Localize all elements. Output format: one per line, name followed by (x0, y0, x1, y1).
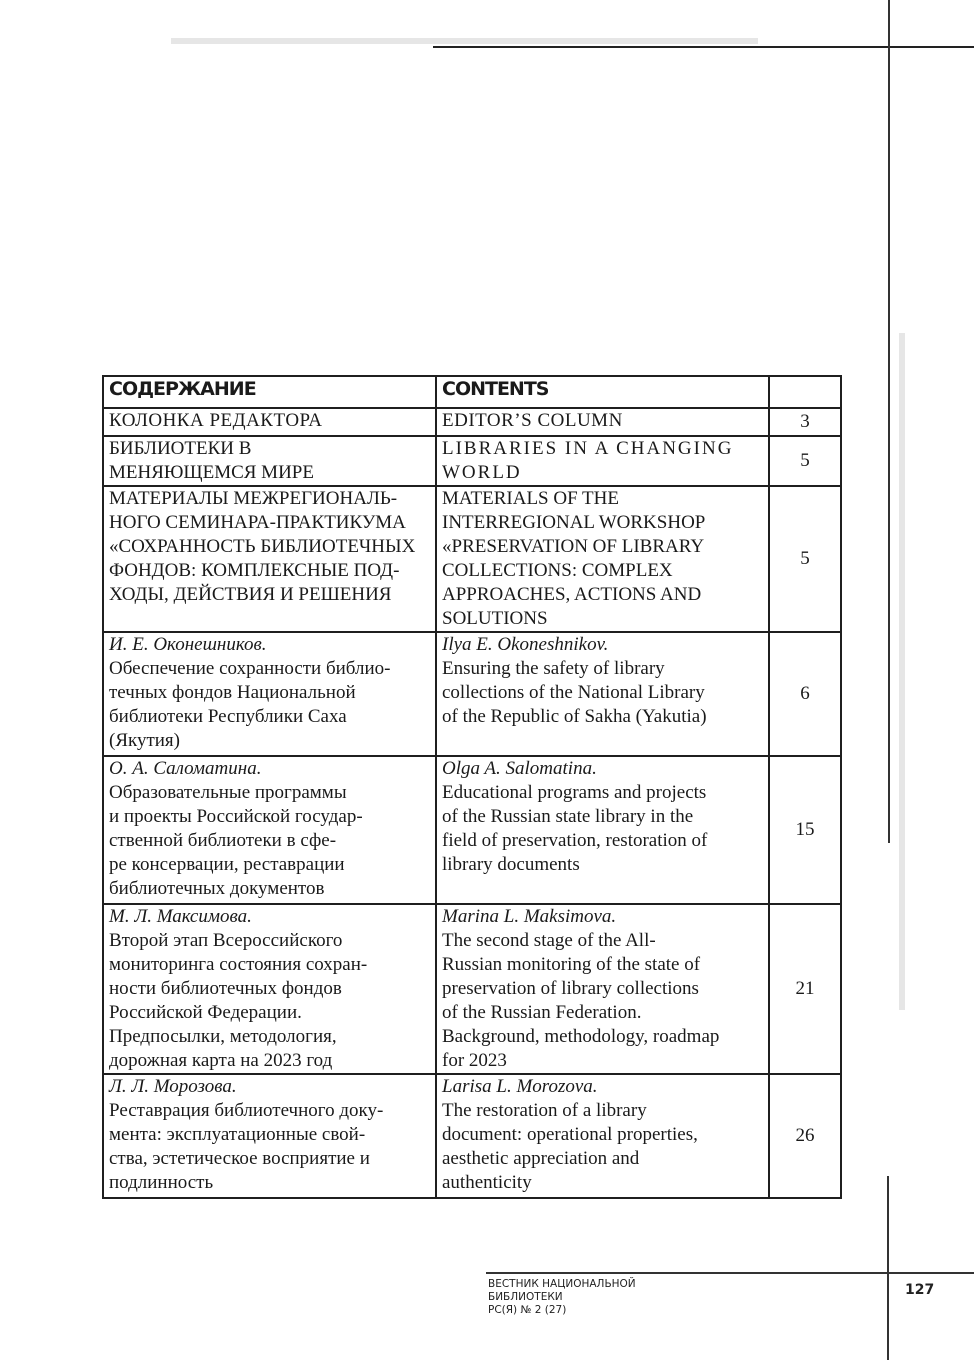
author-name: Ilya E. Okoneshnikov. (442, 634, 609, 655)
toc-entry-en (436, 904, 769, 1074)
decorative-gray-bar-top (171, 38, 758, 44)
entry-title-line: LIBRARIES IN A CHANGING (442, 438, 734, 459)
entry-title-line: WORLD (442, 462, 522, 483)
entry-title-line: МАТЕРИАЛЫ МЕЖРЕГИОНАЛЬ- (109, 488, 398, 509)
entry-title-line: of the Russian Federation. (442, 1002, 642, 1023)
entry-title-line: COLLECTIONS: COMPLEX (442, 560, 673, 581)
entry-title-line: EDITOR’S COLUMN (442, 410, 623, 431)
top-rule (433, 46, 974, 48)
header-ru: СОДЕРЖАНИЕ (103, 376, 436, 408)
toc-entry-en (436, 756, 769, 904)
entry-title-line: (Якутия) (109, 730, 180, 751)
entry-title-line: The second stage of the All- (442, 930, 656, 951)
page-ref: 5 (769, 436, 841, 486)
page-number: 127 (905, 1282, 935, 1298)
contents-table (102, 375, 842, 1199)
toc-entry-en (436, 408, 769, 436)
journal-title-line: ВЕСТНИК НАЦИОНАЛЬНОЙ (488, 1278, 636, 1290)
entry-title-line: Предпосылки, методология, (109, 1026, 337, 1047)
toc-entry-ru (103, 756, 436, 904)
entry-title-line: of the Republic of Sakha (Yakutia) (442, 706, 707, 727)
entry-title-line: МЕНЯЮЩЕМСЯ МИРЕ (109, 462, 314, 483)
entry-title-line: of the Russian state library in the (442, 806, 694, 827)
decorative-gray-bar-right (899, 333, 905, 1010)
bottom-rule (486, 1272, 974, 1274)
page-ref: 15 (769, 756, 841, 904)
page-ref: 6 (769, 632, 841, 756)
toc-entry-ru (103, 632, 436, 756)
entry-title-line: library documents (442, 854, 580, 875)
author-name: Л. Л. Морозова. (109, 1076, 237, 1097)
header-en: CONTENTS (436, 376, 769, 408)
entry-title-line: Российской Федерации. (109, 1002, 302, 1023)
entry-title-line: The restoration of a library (442, 1100, 647, 1121)
entry-title-line: библиотеки Республики Саха (109, 706, 347, 727)
entry-title-line: «СОХРАННОСТЬ БИБЛИОТЕЧНЫХ (109, 536, 416, 557)
author-name: М. Л. Максимова. (109, 906, 252, 927)
journal-issue: РС(Я) № 2 (27) (488, 1304, 567, 1316)
toc-row (103, 436, 841, 486)
entry-title-line: ре консервации, реставрации (109, 854, 345, 875)
toc-entry-en (436, 436, 769, 486)
header-page (769, 376, 841, 408)
toc-entry-ru (103, 408, 436, 436)
journal-title (488, 1278, 636, 1317)
entry-title-line: мента: эксплуатационные свой- (109, 1124, 366, 1145)
entry-title-line: for 2023 (442, 1050, 507, 1071)
page-ref: 3 (769, 408, 841, 436)
entry-title-line: aesthetic appreciation and (442, 1148, 640, 1169)
entry-title-line: ства, эстетическое восприятие и (109, 1148, 370, 1169)
entry-title-line: authenticity (442, 1172, 532, 1193)
toc-entry-ru (103, 486, 436, 632)
entry-title-line: ФОНДОВ: КОМПЛЕКСНЫЕ ПОД- (109, 560, 400, 581)
toc-entry-en (436, 1074, 769, 1198)
entry-title-line: НОГО СЕМИНАРА-ПРАКТИКУМА (109, 512, 406, 533)
toc-entry-en (436, 632, 769, 756)
entry-title-line: подлинность (109, 1172, 214, 1193)
entry-title-line: Background, methodology, roadmap (442, 1026, 720, 1047)
entry-title-line: field of preservation, restoration of (442, 830, 708, 851)
entry-title-line: Обеспечение сохранности библио- (109, 658, 391, 679)
entry-title-line: preservation of library collections (442, 978, 699, 999)
toc-entry-ru (103, 436, 436, 486)
entry-title-line: библиотечных документов (109, 878, 325, 899)
author-name: И. Е. Оконешников. (109, 634, 267, 655)
toc-row (103, 1074, 841, 1198)
entry-title-line: Russian monitoring of the state of (442, 954, 701, 975)
entry-title-line: ственной библиотеки в сфе- (109, 830, 337, 851)
entry-title-line: INTERREGIONAL WORKSHOP (442, 512, 706, 533)
entry-title-line: КОЛОНКА РЕДАКТОРА (109, 410, 323, 431)
entry-title-line: Educational programs and projects (442, 782, 707, 803)
journal-title-line: БИБЛИОТЕКИ (488, 1291, 563, 1303)
entry-title-line: мониторинга состояния сохран- (109, 954, 368, 975)
contents-header-row (103, 376, 841, 408)
entry-title-line: ХОДЫ, ДЕЙСТВИЯ И РЕШЕНИЯ (109, 584, 392, 605)
entry-title-line: дорожная карта на 2023 год (109, 1050, 333, 1071)
page-ref: 5 (769, 486, 841, 632)
entry-title-line: document: operational properties, (442, 1124, 698, 1145)
toc-entry-ru (103, 904, 436, 1074)
author-name: О. А. Саломатина. (109, 758, 262, 779)
entry-title-line: Реставрация библиотечного доку- (109, 1100, 384, 1121)
page-ref: 26 (769, 1074, 841, 1198)
author-name: Marina L. Maksimova. (442, 906, 617, 927)
entry-title-line: collections of the National Library (442, 682, 705, 703)
entry-title-line: течных фондов Национальной (109, 682, 356, 703)
toc-row (103, 756, 841, 904)
toc-row (103, 408, 841, 436)
entry-title-line: БИБЛИОТЕКИ В (109, 438, 252, 459)
entry-title-line: Образовательные программы (109, 782, 347, 803)
entry-title-line: APPROACHES, ACTIONS AND (442, 584, 702, 605)
entry-title-line: MATERIALS OF THE (442, 488, 619, 509)
toc-entry-ru (103, 1074, 436, 1198)
author-name: Olga A. Salomatina. (442, 758, 597, 779)
toc-row (103, 632, 841, 756)
entry-title-line: и проекты Российской государ- (109, 806, 363, 827)
toc-entry-en (436, 486, 769, 632)
vertical-rule-bottom (887, 1176, 889, 1360)
entry-title-line: SOLUTIONS (442, 608, 548, 629)
toc-row (103, 486, 841, 632)
page-ref: 21 (769, 904, 841, 1074)
entry-title-line: Ensuring the safety of library (442, 658, 665, 679)
entry-title-line: ности библиотечных фондов (109, 978, 342, 999)
author-name: Larisa L. Morozova. (442, 1076, 598, 1097)
entry-title-line: «PRESERVATION OF LIBRARY (442, 536, 705, 557)
toc-row (103, 904, 841, 1074)
vertical-rule-top (888, 0, 890, 843)
entry-title-line: Второй этап Всероссийского (109, 930, 343, 951)
